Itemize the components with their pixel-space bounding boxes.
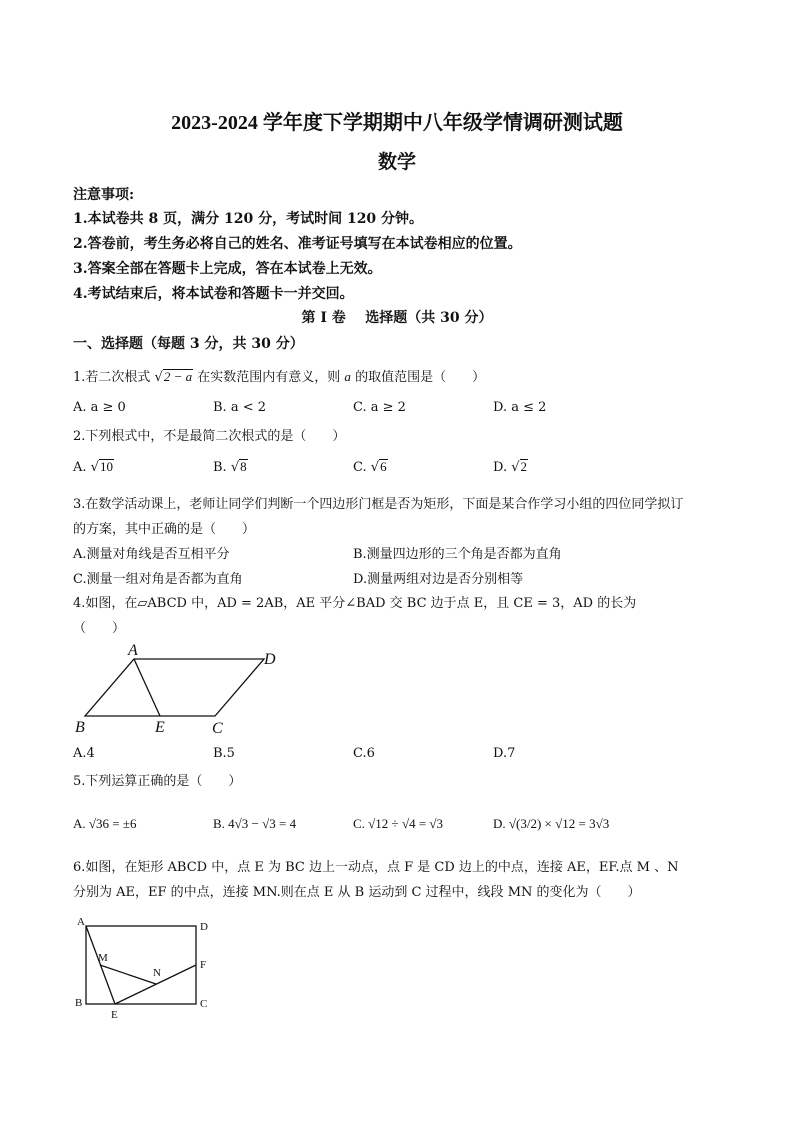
section-heading: 一、选择题（每题 3 分，共 30 分） [73,336,304,352]
notice-item: 1.本试卷共 8 页，满分 120 分，考试时间 120 分钟。 [73,211,424,227]
label-e: E [111,1009,118,1021]
q3-option-a: A.测量对角线是否互相平分 [73,547,230,562]
rectangle-shape [86,926,196,1004]
label-b: B [75,997,83,1009]
q1-option-b: B. a < 2 [213,400,266,415]
q2-option-d: D. √2 [493,459,528,475]
q4-option-d: D.7 [493,746,516,761]
notice-item: 2.答卷前，考生务必将自己的姓名、准考证号填写在本试卷相应的位置。 [73,236,522,252]
label-d: D [264,651,276,668]
q1-option-d: D. a ≤ 2 [493,400,547,415]
q5-option-b: B. 4√3 − √3 = 4 [213,816,297,831]
q1-option-c: C. a ≥ 2 [353,400,406,415]
q2-option-b: B. √8 [213,459,247,475]
parallelogram-shape [85,659,264,716]
q2-option-a: A. √10 [73,459,113,475]
question-4-line-2: （ ） [73,621,126,636]
question-1-stem: 1.若二次根式 √2 − a 在实数范围内有意义，则 a 的取值范围是（ ） [73,369,486,385]
q5-option-c: C. √12 ÷ √4 = √3 [353,816,444,831]
q3-option-c: C.测量一组对角是否都为直角 [73,572,243,587]
q3-option-d: D.测量两组对边是否分别相等 [353,572,524,587]
label-a: A [128,642,138,659]
question-6-line-1: 6.如图，在矩形 ABCD 中，点 E 为 BC 边上一动点，点 F 是 CD 边上的中点，连接 AE，EF.点 M 、N [73,860,679,875]
label-c: C [212,720,223,737]
q1-post: 的取值范围是（ ） [355,370,486,385]
notice-item: 4.考试结束后，将本试卷和答题卡一并交回。 [73,286,354,302]
question-5-stem: 5.下列运算正确的是（ ） [73,774,242,789]
q1-mid: 在实数范围内有意义，则 [197,370,341,385]
subject-title: 数学 [377,152,416,173]
q4-option-b: B.5 [213,746,235,761]
label-e: E [155,719,165,736]
q1-var: a [344,369,351,384]
label-d: D [200,921,208,933]
question-2-stem: 2.下列根式中，不是最简二次根式的是（ ） [73,429,346,444]
q5-option-d: D. √(3/2) × √12 = 3√3 [493,816,610,831]
question-3-line-1: 3.在数学活动课上，老师让同学们判断一个四边形门框是否为矩形，下面是某合作学习小组的四位同学拟订 [73,497,684,512]
q1-radicand: 2 − a [163,369,193,384]
q1-option-a: A. a ≥ 0 [73,400,126,415]
label-n: N [153,967,161,979]
notice-item: 3.答案全部在答题卡上完成，答在本试卷上无效。 [73,261,382,277]
part-title: 第 I 卷 选择题（共 30 分） [301,310,493,326]
q5-option-a: A. √36 = ±6 [73,816,137,831]
parallelogram-figure [70,640,290,740]
q2-option-c: C. √6 [353,459,387,475]
label-f: F [200,959,207,971]
rectangle-figure [70,912,220,1024]
q4-option-c: C.6 [353,746,375,761]
segment-mn [100,965,156,984]
label-a: A [77,916,85,928]
label-m: M [98,952,108,964]
question-3-line-2: 的方案，其中正确的是（ ） [73,522,256,537]
q3-option-b: B.测量四边形的三个角是否都为直角 [353,547,562,562]
label-b: B [75,719,85,736]
label-c: C [200,998,208,1010]
q4-option-a: A.4 [73,746,95,761]
notice-heading: 注意事项: [73,187,135,203]
segment-ae [134,659,160,716]
question-4-line-1: 4.如图，在▱ABCD 中，AD = 2AB，AE 平分∠BAD 交 BC 边于点 E，且 CE = 3，AD 的长为 [73,596,637,611]
exam-title: 2023-2024 学年度下学期期中八年级学情调研测试题 [171,112,623,134]
q1-pre: 1.若二次根式 [73,370,151,385]
question-6-line-2: 分别为 AE，EF 的中点，连接 MN.则在点 E 从 B 运动到 C 过程中，线段 MN 的变化为（ ） [73,885,641,900]
